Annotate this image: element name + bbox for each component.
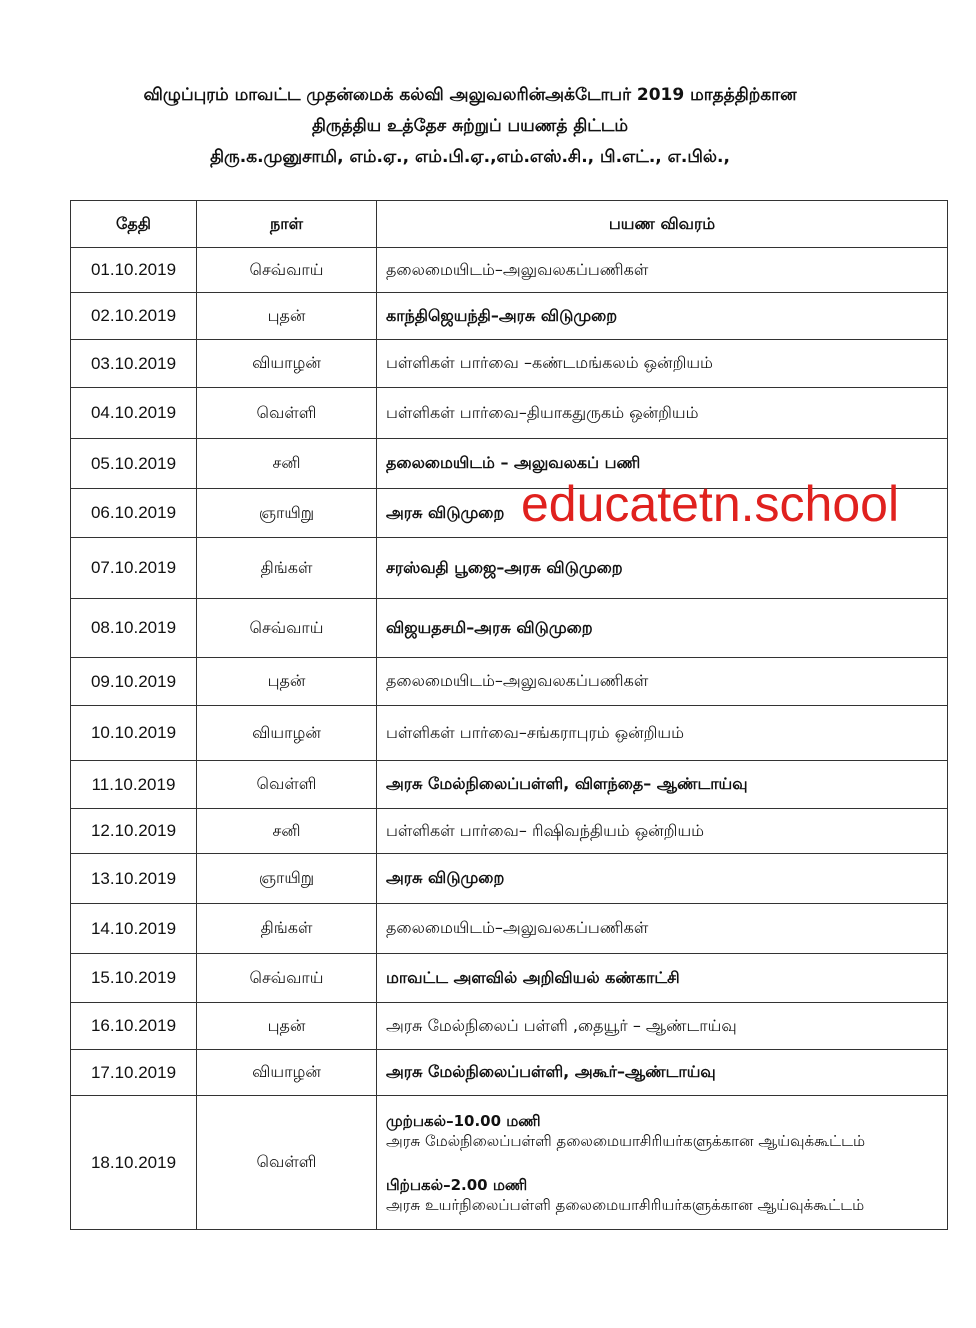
table-row xyxy=(71,599,948,658)
table-row xyxy=(71,658,948,706)
row-details: மாவட்ட அளவில் அறிவியல் கண்காட்சி xyxy=(377,954,948,1003)
table-row xyxy=(71,954,948,1003)
table-row xyxy=(71,388,948,439)
tour-schedule-table xyxy=(70,200,948,1230)
row-day: ஞாயிறு xyxy=(197,854,377,904)
header-day: நாள் xyxy=(197,201,377,248)
row-date: 15.10.2019 xyxy=(71,954,197,1003)
row-details xyxy=(377,1096,948,1230)
row-details: தலைமையிடம் – அலுவலகப் பணி xyxy=(377,439,948,489)
row-day: புதன் xyxy=(197,658,377,706)
row-details: அரசு மேல்நிலைப் பள்ளி ,தையூர் – ஆண்டாய்வு xyxy=(377,1003,948,1050)
row-day: வெள்ளி xyxy=(197,1096,377,1230)
row-details: தலைமையிடம்–அலுவலகப்பணிகள் xyxy=(377,904,948,954)
row-date: 13.10.2019 xyxy=(71,854,197,904)
row-day: வெள்ளி xyxy=(197,388,377,439)
header-details: பயண விவரம் xyxy=(377,201,948,248)
table-row xyxy=(71,340,948,388)
table-row xyxy=(71,761,948,809)
header-date: தேதி xyxy=(71,201,197,248)
table-row xyxy=(71,706,948,761)
table-row xyxy=(71,854,948,904)
table-row xyxy=(71,1096,948,1230)
row-day: வியாழன் xyxy=(197,706,377,761)
row-day: வியாழன் xyxy=(197,1050,377,1096)
row-day: வெள்ளி xyxy=(197,761,377,809)
row-date: 06.10.2019 xyxy=(71,489,197,538)
row-day: வியாழன் xyxy=(197,340,377,388)
row-date: 14.10.2019 xyxy=(71,904,197,954)
row-day: சனி xyxy=(197,809,377,854)
heading-line-2: திருத்திய உத்தேச சுற்றுப் பயணத் திட்டம் xyxy=(311,116,629,136)
row-details: அரசு மேல்நிலைப்பள்ளி, விளந்தை– ஆண்டாய்வு xyxy=(377,761,948,809)
morning-time: முற்பகல்–10.00 மணி xyxy=(386,1111,541,1130)
row-date: 04.10.2019 xyxy=(71,388,197,439)
row-details: அரசு மேல்நிலைப்பள்ளி, அகூர்–ஆண்டாய்வு xyxy=(377,1050,948,1096)
row-date: 11.10.2019 xyxy=(71,761,197,809)
afternoon-description: அரசு உயர்நிலைப்பள்ளி தலைமையாசிரியர்களுக்கான ஆய்வுக்கூட்டம் xyxy=(386,1195,865,1214)
row-date: 02.10.2019 xyxy=(71,293,197,340)
row-date: 16.10.2019 xyxy=(71,1003,197,1050)
row-day: செவ்வாய் xyxy=(197,248,377,293)
table-row xyxy=(71,248,948,293)
row-details: சரஸ்வதி பூஜை–அரசு விடுமுறை xyxy=(377,538,948,599)
row-date: 18.10.2019 xyxy=(71,1096,197,1230)
row-date: 17.10.2019 xyxy=(71,1050,197,1096)
document-heading xyxy=(0,80,940,173)
row-day: புதன் xyxy=(197,293,377,340)
table-row xyxy=(71,293,948,340)
row-details: பள்ளிகள் பார்வை–தியாகதுருகம் ஒன்றியம் xyxy=(377,388,948,439)
table-row xyxy=(71,1050,948,1096)
row-day: சனி xyxy=(197,439,377,489)
table-header-row xyxy=(71,201,948,248)
row-date: 09.10.2019 xyxy=(71,658,197,706)
row-date: 12.10.2019 xyxy=(71,809,197,854)
row-day: திங்கள் xyxy=(197,904,377,954)
row-details: தலைமையிடம்–அலுவலகப்பணிகள் xyxy=(377,248,948,293)
table-row xyxy=(71,809,948,854)
table-row xyxy=(71,904,948,954)
row-date: 05.10.2019 xyxy=(71,439,197,489)
row-day: புதன் xyxy=(197,1003,377,1050)
heading-line-1: விழுப்புரம் மாவட்ட முதன்மைக் கல்வி அலுவலரின்அக்டோபர் 2019 மாதத்திற்கான xyxy=(143,85,797,105)
row-details: பள்ளிகள் பார்வை –கண்டமங்கலம் ஒன்றியம் xyxy=(377,340,948,388)
row-date: 08.10.2019 xyxy=(71,599,197,658)
row-day: திங்கள் xyxy=(197,538,377,599)
row-details: விஜயதசமி–அரசு விடுமுறை xyxy=(377,599,948,658)
morning-description: அரசு மேல்நிலைப்பள்ளி தலைமையாசிரியர்களுக்கான ஆய்வுக்கூட்டம் xyxy=(386,1131,866,1150)
row-day: செவ்வாய் xyxy=(197,599,377,658)
row-date: 03.10.2019 xyxy=(71,340,197,388)
row-details: அரசு விடுமுறை xyxy=(377,489,948,538)
row-date: 01.10.2019 xyxy=(71,248,197,293)
table-row xyxy=(71,538,948,599)
row-details: தலைமையிடம்–அலுவலகப்பணிகள் xyxy=(377,658,948,706)
row-day: ஞாயிறு xyxy=(197,489,377,538)
website-watermark: educatetn.school xyxy=(521,476,900,532)
row-day: செவ்வாய் xyxy=(197,954,377,1003)
row-details: பள்ளிகள் பார்வை– ரிஷிவந்தியம் ஒன்றியம் xyxy=(377,809,948,854)
row-details: அரசு விடுமுறை xyxy=(377,854,948,904)
table-row xyxy=(71,1003,948,1050)
heading-line-3: திரு.க.முனுசாமி, எம்.ஏ., எம்.பி.ஏ.,எம்.எஸ்.சி., பி.எட்., எ.பில்., xyxy=(210,147,730,167)
afternoon-time: பிற்பகல்–2.00 மணி xyxy=(386,1175,528,1194)
row-date: 07.10.2019 xyxy=(71,538,197,599)
row-date: 10.10.2019 xyxy=(71,706,197,761)
row-details: காந்திஜெயந்தி–அரசு விடுமுறை xyxy=(377,293,948,340)
row-details: பள்ளிகள் பார்வை–சங்கராபுரம் ஒன்றியம் xyxy=(377,706,948,761)
